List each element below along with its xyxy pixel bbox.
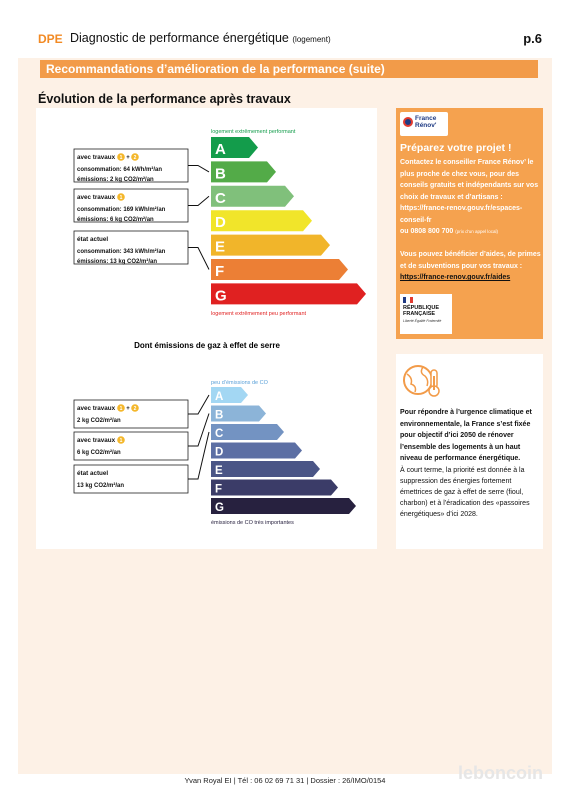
energy-scenario-arrow xyxy=(188,166,209,172)
ghg-bar-f xyxy=(211,480,338,496)
logo-line1: France xyxy=(415,115,437,122)
logo-line2: Rénov' xyxy=(415,122,437,129)
energy-scenario-arrow xyxy=(188,248,209,270)
ghg-scenario-arrow xyxy=(188,395,209,414)
document-title-small: (logement) xyxy=(292,35,331,44)
ghg-bar-g xyxy=(211,498,356,514)
ghg-class-d: D xyxy=(215,446,224,459)
energy-scenario-title: avec travaux xyxy=(77,194,116,201)
phone-number: ou 0808 800 700 xyxy=(400,228,454,235)
energy-badge-text: 1 xyxy=(119,155,123,161)
rf-line2: FRANÇAISE xyxy=(403,311,436,317)
energy-scenario-line2: émissions: 6 kg CO2/m²/an xyxy=(77,217,154,223)
energy-class-g: G xyxy=(215,287,227,305)
energy-bar-f xyxy=(211,259,348,280)
france-renov-aides xyxy=(400,249,541,284)
document-title xyxy=(70,31,331,45)
ghg-class-a: A xyxy=(215,391,224,403)
energy-class-b: B xyxy=(215,165,226,183)
ghg-class-e: E xyxy=(215,465,223,477)
france-renov-contact xyxy=(400,157,541,238)
republique-francaise-logo xyxy=(400,294,452,334)
globe-thermometer-icon xyxy=(401,360,445,400)
ghg-badge-text: 2 xyxy=(133,406,137,412)
ghg-top-label: peu d’émissions de CO xyxy=(211,380,268,386)
ghg-scenario-line1: 6 kg CO2/m²/an xyxy=(77,450,121,456)
ghg-bar-d xyxy=(211,443,302,459)
ghg-class-b: B xyxy=(215,409,224,422)
energy-badge-plus: + xyxy=(126,155,130,161)
energy-chart xyxy=(74,129,366,317)
energy-bar-d xyxy=(211,210,312,231)
phone-note: (prix d’un appel local) xyxy=(455,229,499,234)
energy-class-d: D xyxy=(215,214,226,232)
ghg-class-f: F xyxy=(215,483,223,496)
climate-box xyxy=(396,354,543,549)
ghg-scenario-line1: 13 kg CO2/m²/an xyxy=(77,483,125,489)
page-header xyxy=(18,18,552,58)
energy-scenario-title: avec travaux xyxy=(77,154,116,161)
document-page xyxy=(18,18,552,774)
dpe-label: DPE xyxy=(38,32,63,46)
french-flag-icon xyxy=(403,297,413,303)
energy-class-c: C xyxy=(215,189,226,207)
energy-scenario-line1: consommation: 64 kWh/m²/an xyxy=(77,167,163,173)
ghg-bar-e xyxy=(211,461,320,477)
aides-text: Vous pouvez bénéficier d’aides, de primes et de subventions pour vos travaux : xyxy=(400,251,541,270)
performance-charts xyxy=(36,108,377,549)
france-renov-logo-text xyxy=(415,115,436,129)
house-badge-icon xyxy=(403,117,413,127)
espaces-conseil-link[interactable]: https://france-renov.gouv.fr/espaces-conseil-fr xyxy=(400,205,523,224)
energy-scenario-line1: consommation: 169 kWh/m²/an xyxy=(77,207,166,213)
energy-top-label: logement extrêmement performant xyxy=(211,129,296,135)
section-band: Recommandations d’amélioration de la performance (suite) xyxy=(40,60,538,78)
energy-bar-g xyxy=(211,283,366,304)
document-title-main: Diagnostic de performance énergétique xyxy=(70,31,289,45)
energy-bottom-label: logement extrêmement peu performant xyxy=(211,311,307,317)
ghg-scenario-line1: 2 kg CO2/m²/an xyxy=(77,418,121,424)
section-title: Évolution de la performance après travaux xyxy=(38,92,291,106)
energy-scenario-line2: émissions: 2 kg CO2/m²/an xyxy=(77,177,154,183)
rf-motto: Liberté Égalité Fraternité xyxy=(403,319,442,323)
energy-badge-text: 1 xyxy=(119,195,123,201)
page-footer: Yvan Royal EI | Tél : 06 02 69 71 31 | Dossier : 26/IMO/0154 xyxy=(184,776,386,785)
ghg-badge-plus: + xyxy=(126,406,130,412)
contact-text: Contactez le conseiller France Rénov’ le plus proche de chez vous, pour des conseils gratuits et indépendants sur vos choix de travaux et d’artisans : xyxy=(400,159,539,201)
energy-scenario-arrow xyxy=(188,196,209,205)
ghg-badge-text: 1 xyxy=(119,438,123,444)
ghg-scenario-arrow xyxy=(188,414,209,447)
performance-panel xyxy=(36,108,377,549)
ghg-scenario-arrow xyxy=(188,432,209,479)
france-renov-heading: Préparez votre projet ! xyxy=(400,142,512,154)
ghg-scenario-title: avec travaux xyxy=(77,437,116,444)
energy-class-a: A xyxy=(215,141,226,158)
energy-class-f: F xyxy=(215,263,225,280)
ghg-class-c: C xyxy=(215,428,224,440)
aides-link[interactable]: https://france-renov.gouv.fr/aides xyxy=(400,274,511,281)
energy-scenario-line2: émissions: 13 kg CO2/m²/an xyxy=(77,259,158,265)
energy-scenario-line1: consommation: 343 kWh/m²/an xyxy=(77,249,166,255)
ghg-chart xyxy=(74,380,356,526)
energy-class-e: E xyxy=(215,238,226,256)
ghg-badge-text: 1 xyxy=(119,406,123,412)
france-renov-box xyxy=(396,108,543,339)
rf-line1: RÉPUBLIQUE xyxy=(403,305,440,311)
ghg-bottom-label: émissions de CO très importantes xyxy=(211,520,294,526)
page-number: p.6 xyxy=(523,31,542,46)
leboncoin-watermark: leboncoin xyxy=(458,763,543,783)
climate-statement: Pour répondre à l’urgence climatique et environnementale, la France s’est fixée pour objectif d’ici 2050 de rénover l’ensemble des logements à un haut niveau de performance énergétique. xyxy=(400,409,532,462)
ghg-chart-title: Dont émissions de gaz à effet de serre xyxy=(134,341,280,350)
ghg-scenario-title: avec travaux xyxy=(77,405,116,412)
ghg-class-g: G xyxy=(215,502,224,514)
rf-text xyxy=(403,305,449,317)
france-renov-logo xyxy=(400,112,448,136)
energy-scenario-title: état actuel xyxy=(77,236,109,243)
ghg-scenario-title: état actuel xyxy=(77,470,109,477)
energy-badge-text: 2 xyxy=(133,155,137,161)
climate-priority: À court terme, la priorité est donnée à la suppression des énergies fortement émettrices de gaz à effet de serre (fioul, charbon) et à l’éradication des «passoires énergétiques» d’ici 2028. xyxy=(400,467,530,518)
energy-bar-e xyxy=(211,235,330,256)
